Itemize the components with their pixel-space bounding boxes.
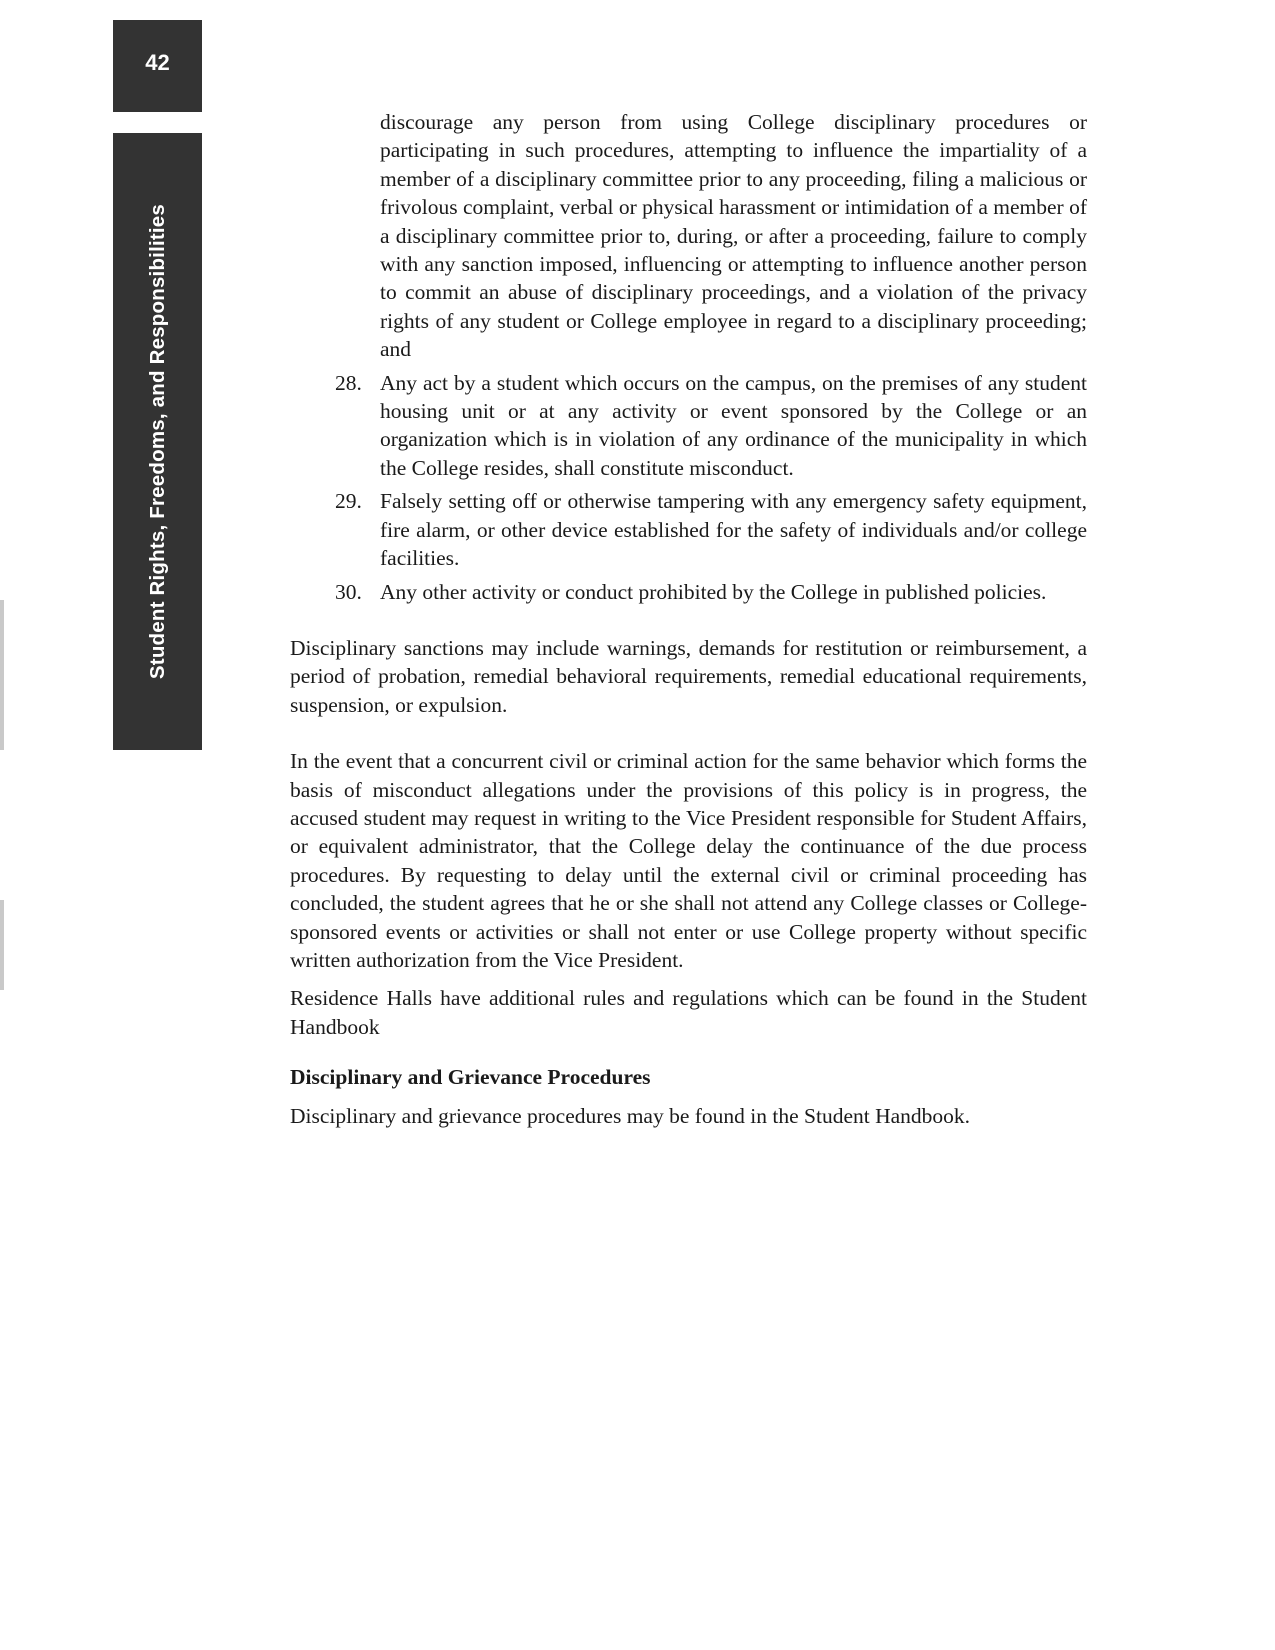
list-item-text: Falsely setting off or otherwise tampering with any emergency safety equipment, fire alarm, or other device established for the safety of individuals and/or college facilities. xyxy=(380,489,1087,571)
list-item-text: Any act by a student which occurs on the campus, on the premises of any student housing unit or at any activity or event sponsored by the College or an organization which is in violation of any ordinance of the municipality in which the College resides, shall constitute misconduct. xyxy=(380,370,1087,480)
list-item-number: 30. xyxy=(335,579,362,604)
section-tab xyxy=(113,133,202,750)
paragraph-residence-halls: Residence Halls have additional rules and regulations which can be found in the Student Handbook xyxy=(290,986,1087,1039)
scan-edge-artifact-top xyxy=(0,600,4,750)
page-number-tab xyxy=(113,20,202,112)
document-body xyxy=(290,108,1087,1130)
paragraph-procedures: Disciplinary and grievance procedures may be found in the Student Handbook. xyxy=(290,1103,971,1128)
paragraph-concurrent-action: In the event that a concurrent civil or criminal action for the same behavior which forms the basis of misconduct allegations under the provisions of this policy is in progress, the accused student may request in writing to the Vice President responsible for Student Affairs, or equivalent administrator, that the College delay the continuance of the due process procedures. By requesting to delay until the external civil or criminal proceeding has concluded, the student agrees that he or she shall not attend any College classes or College-sponsored events or activities or shall not enter or use College property without specific written authorization from the Vice President. xyxy=(290,749,1087,972)
page-number: 42 xyxy=(145,50,170,75)
list-item-number: 29. xyxy=(335,489,362,514)
list-item-number: 28. xyxy=(335,370,362,395)
list-item-continuation: discourage any person from using College disciplinary procedures or participating in such procedures, attempting to influence the impartiality of a member of a disciplinary committee prior to any proceeding, filing a malicious or frivolous complaint, verbal or physical harassment or intimidation of a member of a disciplinary committee prior to, during, or after a proceeding, failure to comply with any sanction imposed, influencing or attempting to influence another person to commit an abuse of disciplinary proceedings, and a violation of the privacy rights of any student or College employee in regard to a disciplinary proceeding; and xyxy=(380,110,1087,362)
list-item xyxy=(290,487,1087,572)
section-tab-title: Student Rights, Freedoms, and Responsibilities xyxy=(145,203,169,680)
list-item xyxy=(290,369,1087,483)
paragraph-sanctions: Disciplinary sanctions may include warnings, demands for restitution or reimbursement, a period of probation, remedial behavioral requirements, remedial educational requirements, suspension, or expulsion. xyxy=(290,635,1087,717)
section-heading: Disciplinary and Grievance Procedures xyxy=(290,1065,651,1090)
list-item-text: Any other activity or conduct prohibited by the College in published policies. xyxy=(380,579,1047,604)
misconduct-list xyxy=(290,369,1087,606)
list-item xyxy=(290,578,1087,606)
scan-edge-artifact-bottom xyxy=(0,900,4,990)
